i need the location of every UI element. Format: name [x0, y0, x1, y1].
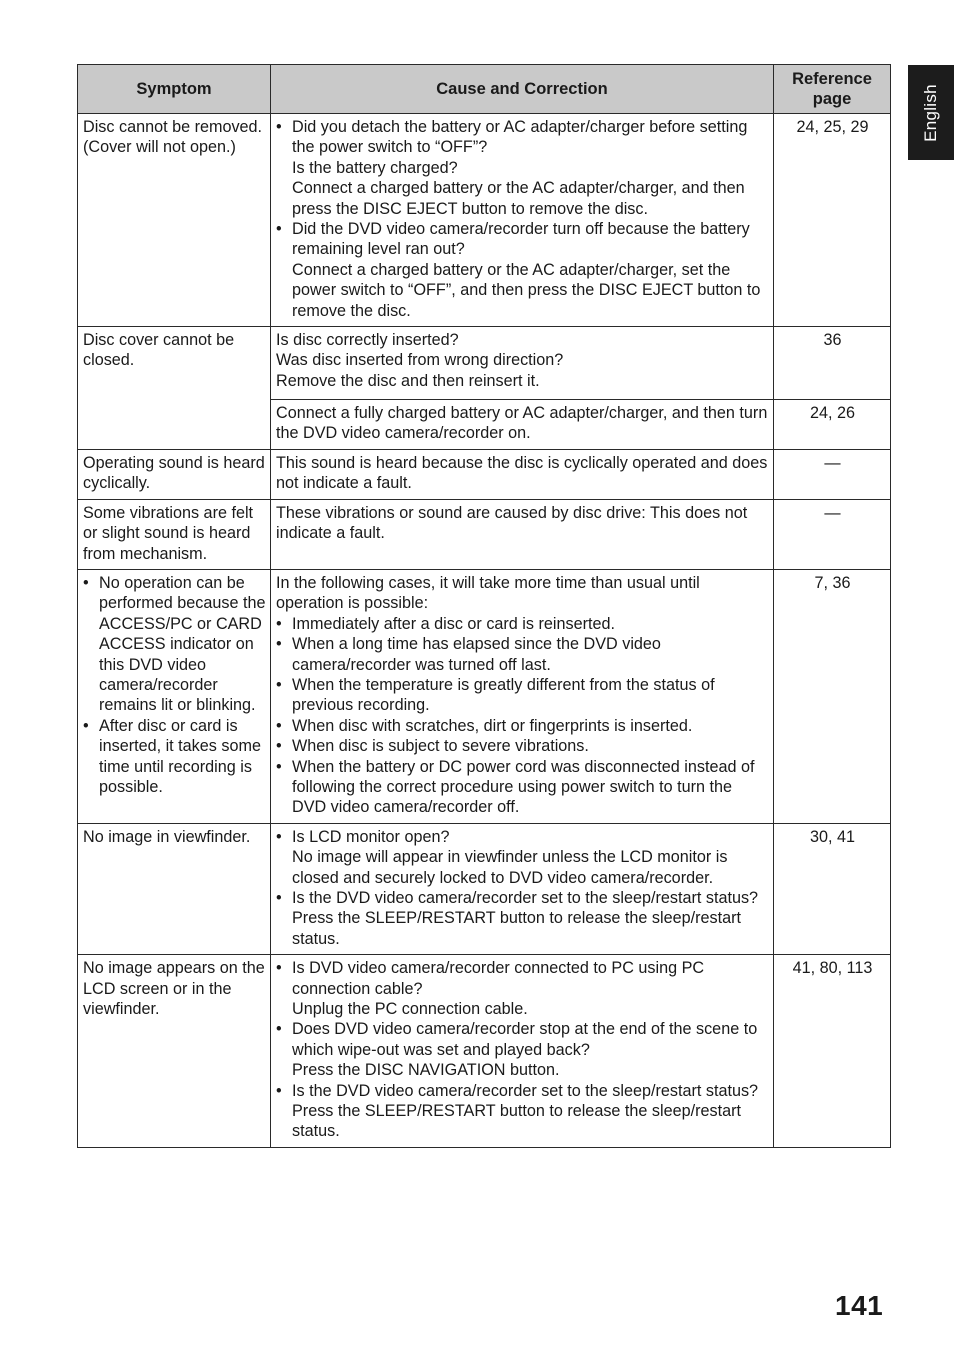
cause-line: These vibrations or sound are caused by disc drive: This does not indicate a fault.	[276, 503, 748, 543]
table-row	[78, 569, 891, 823]
language-tab	[908, 65, 954, 160]
reference-cell: —	[774, 449, 891, 499]
cause-bullet: • Is LCD monitor open?	[276, 827, 769, 847]
cause-line: This sound is heard because the disc is cyclically operated and does not indicate a fault.	[276, 453, 768, 493]
cause-bullet: • Immediately after a disc or card is reinserted.	[276, 614, 769, 634]
cause-bullet: • When the temperature is greatly different from the status of previous recording.	[276, 675, 769, 716]
reference-cell: 24, 26	[774, 400, 891, 450]
cause-note: Connect a charged battery or the AC adapter/charger, set the power switch to “OFF”, and then press the DISC EJECT button to remove the disc.	[292, 260, 761, 320]
symptom-bullet: • After disc or card is inserted, it takes some time until recording is possible.	[83, 716, 266, 798]
cause-cell	[271, 327, 774, 400]
symptom-cell	[78, 327, 271, 450]
header-cause: Cause and Correction	[271, 65, 774, 114]
cause-note: Connect a charged battery or the AC adapter/charger, and then press the DISC EJECT button to remove the disc.	[292, 179, 745, 218]
troubleshooting-table	[77, 64, 891, 1148]
cause-line: Is disc correctly inserted?	[276, 331, 459, 350]
cause-note: Unplug the PC connection cable.	[292, 1000, 528, 1019]
cause-line: Connect a fully charged battery or AC adapter/charger, and then turn the DVD video camera/recorder on.	[276, 404, 768, 443]
cause-bullet: • Is the DVD video camera/recorder set to the sleep/restart status?	[276, 888, 769, 908]
header-symptom: Symptom	[78, 65, 271, 114]
cause-bullet: • Did you detach the battery or AC adapter/charger before setting the power switch to “OFF”?	[276, 117, 769, 158]
symptom-cell	[78, 499, 271, 569]
cause-line: Remove the disc and then reinsert it.	[276, 371, 540, 390]
reference-cell: 36	[774, 327, 891, 400]
cause-bullet: • When the battery or DC power cord was disconnected instead of following the correct procedure using power switch to turn the DVD video camera/recorder off.	[276, 757, 769, 818]
symptom-cell	[78, 955, 271, 1148]
reference-cell: —	[774, 499, 891, 569]
cause-bullet: • Did the DVD video camera/recorder turn off because the battery remaining level ran out?	[276, 219, 769, 260]
table-row	[78, 449, 891, 499]
cause-bullet: • Is the DVD video camera/recorder set to the sleep/restart status?	[276, 1081, 769, 1101]
symptom-cell	[78, 569, 271, 823]
table-row	[78, 823, 891, 954]
cause-note: No image will appear in viewfinder unless the LCD monitor is closed and securely locked to DVD video camera/recorder.	[292, 848, 728, 887]
symptom-line: Disc cannot be removed.	[83, 118, 263, 136]
page-number: 141	[835, 1290, 884, 1321]
symptom-line: No image appears on the LCD screen or in the viewfinder.	[83, 959, 265, 1019]
cause-note: Press the DISC NAVIGATION button.	[292, 1061, 560, 1080]
symptom-line: Operating sound is heard cyclically.	[83, 453, 265, 493]
symptom-cell	[78, 449, 271, 499]
table-header-row	[78, 65, 891, 114]
cause-bullet: • When a long time has elapsed since the DVD video camera/recorder was turned off last.	[276, 634, 769, 675]
reference-cell: 41, 80, 113	[774, 955, 891, 1148]
cause-line: Was disc inserted from wrong direction?	[276, 351, 564, 370]
language-tab-label: English	[921, 83, 941, 142]
reference-cell: 30, 41	[774, 823, 891, 954]
table-row	[78, 499, 891, 569]
cause-note: Press the SLEEP/RESTART button to release the sleep/restart status.	[292, 909, 741, 948]
cause-cell	[271, 449, 774, 499]
cause-note: Press the SLEEP/RESTART button to release the sleep/restart status.	[292, 1102, 741, 1141]
table-row	[78, 955, 891, 1148]
symptom-line: (Cover will not open.)	[83, 138, 236, 157]
symptom-cell	[78, 114, 271, 327]
symptom-cell	[78, 823, 271, 954]
header-reference: Reference page	[774, 65, 891, 114]
cause-cell	[271, 499, 774, 569]
symptom-bullet: • No operation can be performed because the ACCESS/PC or CARD ACCESS indicator on this DVD video camera/recorder remains lit or blinking.	[83, 573, 266, 716]
cause-cell	[271, 400, 774, 450]
table-row	[78, 114, 891, 327]
cause-cell	[271, 114, 774, 327]
symptom-line: Some vibrations are felt or slight sound is heard from mechanism.	[83, 503, 254, 563]
cause-cell	[271, 823, 774, 954]
reference-cell: 24, 25, 29	[774, 114, 891, 327]
cause-line: In the following cases, it will take more time than usual until operation is possible:	[276, 573, 700, 613]
cause-bullet: • When disc with scratches, dirt or fingerprints is inserted.	[276, 716, 769, 736]
cause-bullet: • Is DVD video camera/recorder connected to PC using PC connection cable?	[276, 958, 769, 999]
cause-bullet: • When disc is subject to severe vibrations.	[276, 736, 769, 756]
cause-cell	[271, 569, 774, 823]
cause-bullet: • Does DVD video camera/recorder stop at the end of the scene to which wipe-out was set and played back?	[276, 1019, 769, 1060]
reference-cell: 7, 36	[774, 569, 891, 823]
cause-cell	[271, 955, 774, 1148]
cause-note: Is the battery charged?	[292, 158, 458, 177]
table-row	[78, 327, 891, 400]
symptom-line: Disc cover cannot be closed.	[83, 331, 235, 370]
symptom-line: No image in viewfinder.	[83, 827, 251, 846]
